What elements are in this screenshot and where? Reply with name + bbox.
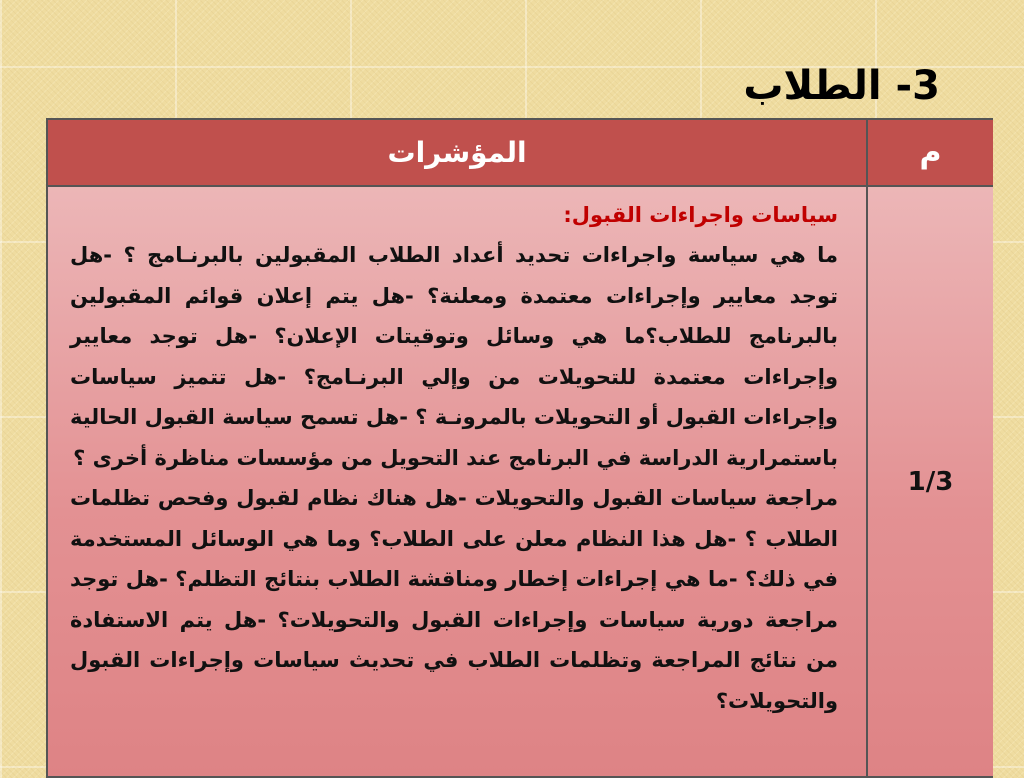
indicators-paragraph-1: ما هي سياسة واجراءات تحديد أعداد الطلاب المقبولين بالبرنـامج ؟ -هل توجد معايير وإجراءات معتمدة ومعلنة؟ -هل يتم إعلان قوائم المقبولين بالبرنامج للطلاب؟ما هي وسائل وتوقيتات الإعلان؟ -هل توجد معايير وإجراءات معتمدة للتحويلات من وإلي البرنـامج؟ -هل تتميز سياسات وإجراءات القبول أو التحويلات بالمرونـة ؟ -هل تسمح سياسة القبول الحالية باستمرارية الدراسة في البرنامج عند التحويل من مؤسسات مناظرة أخرى ؟ (70, 243, 838, 470)
indicators-cell (48, 185, 868, 776)
indicators-table (46, 118, 993, 778)
header-indicators: المؤشرات (48, 120, 868, 185)
header-number: م (868, 120, 993, 185)
section-heading: سياسات واجراءات القبول: (563, 203, 838, 227)
slide-title: 3- الطلاب (743, 63, 940, 109)
indicators-paragraph-2: مراجعة سياسات القبول والتحويلات -هل هناك نظام لقبول وفحص تظلمات الطلاب ؟ -هل هذا النظام معلن على الطلاب؟ وما هي الوسائل المستخدمة في ذلك؟ -ما هي إجراءات إخطار ومناقشة الطلاب بنتائج التظلم؟ -هل توجد مراجعة دورية سياسات وإجراءات القبول والتحويلات؟ -هل يتم الاستفادة من نتائج المراجعة وتظلمات الطلاب في تحديث سياسات وإجراءات القبول والتحويلات؟ (70, 486, 838, 713)
row-number: 1/3 (868, 185, 993, 776)
